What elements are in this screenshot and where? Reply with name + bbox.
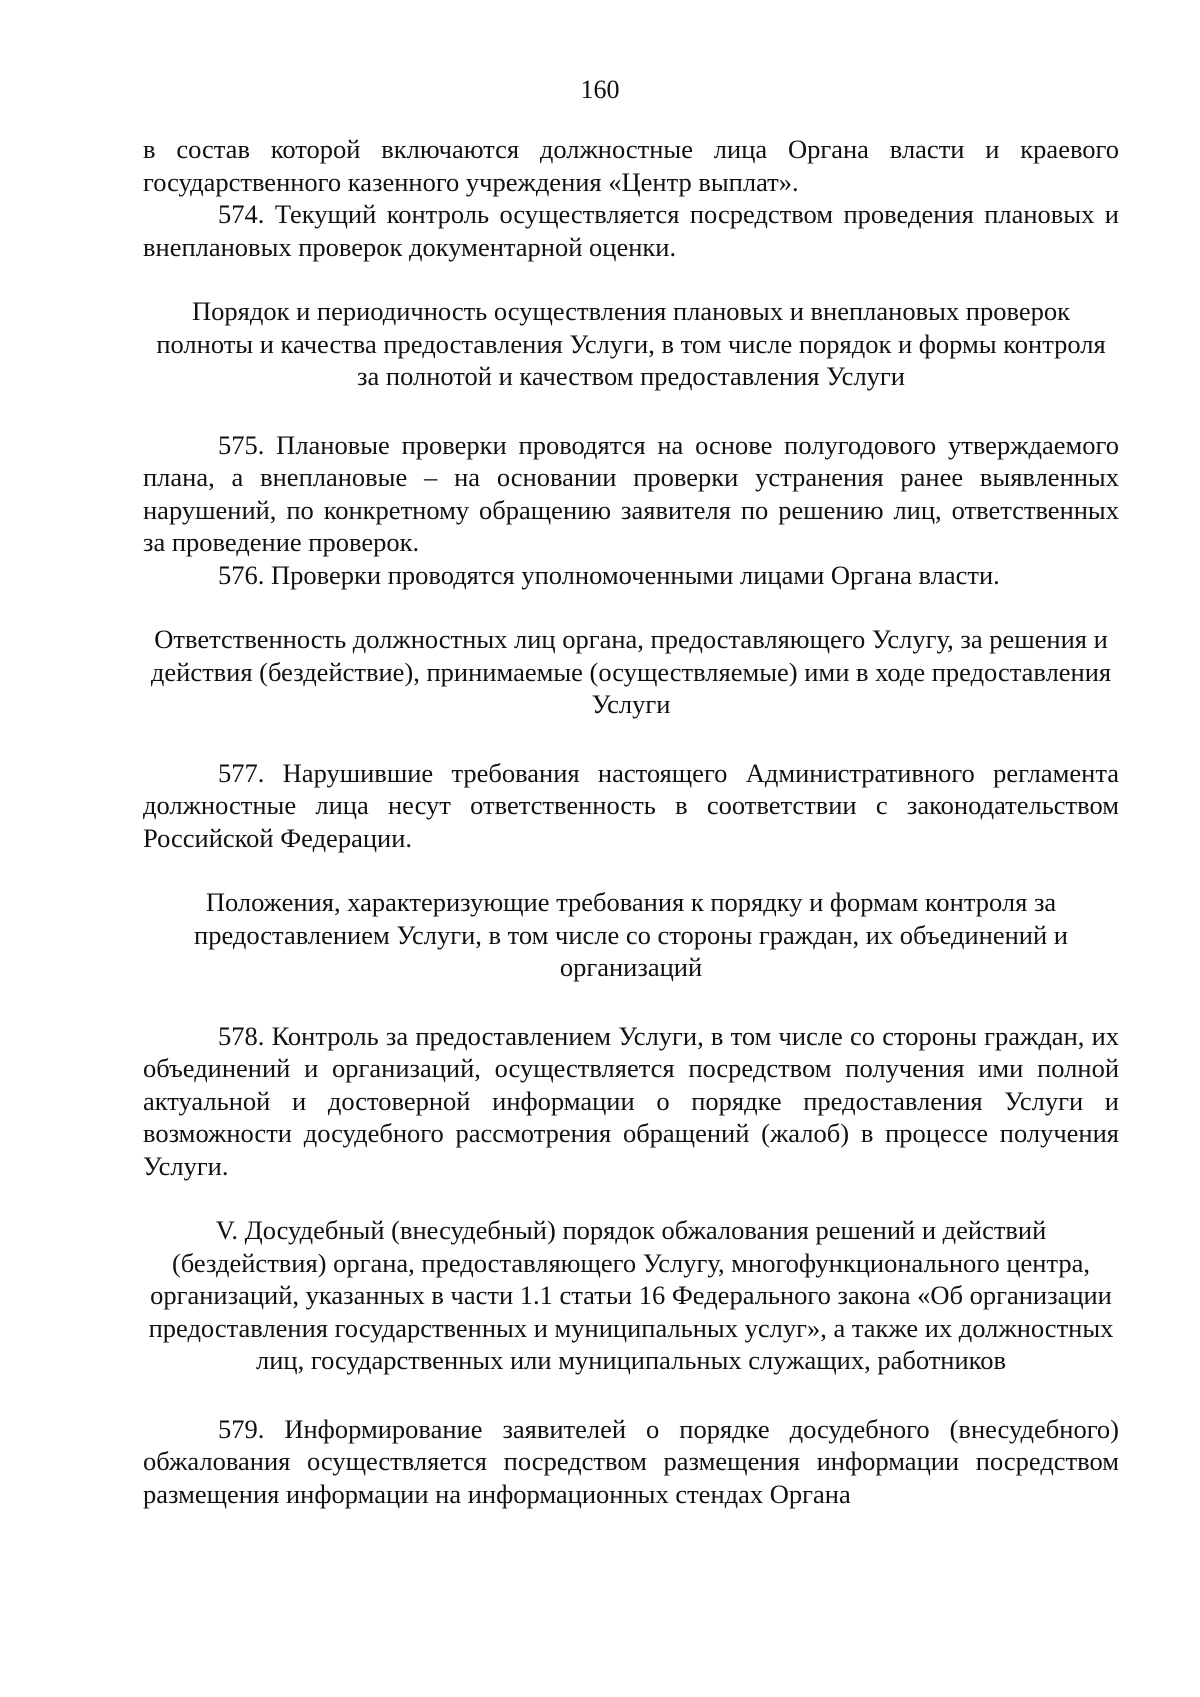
paragraph-578: 578. Контроль за предоставлением Услуги, в том числе со стороны граждан, их объединений и организаций, осуществляется посредством получения ими полной актуальной и достоверной информации о порядке предоставления Услуги и возможности досудебного рассмотрения обращений (жалоб) в процессе получения Услуги. <box>143 1020 1119 1181</box>
section-heading-inspections: Порядок и периодичность осуществления плановых и внеплановых проверок полноты и качества предоставления Услуги, в том числе порядок и формы контроля за полнотой и качеством предоставления Услуги <box>156 296 1106 391</box>
paragraph-575: 575. Плановые проверки проводятся на основе полугодового утверждаемого плана, а внеплановые – на основании проверки устранения ранее выявленных нарушений, по конкретному обращению заявителя по решению лиц, ответственных за проведение проверок. <box>143 429 1119 557</box>
section-heading-responsibility: Ответственность должностных лиц органа, предоставляющего Услугу, за решения и действия (бездействие), принимаемые (осуществляемые) ими в ходе предоставления Услуги <box>150 624 1112 719</box>
section-heading-citizen-control: Положения, характеризующие требования к порядку и формам контроля за предоставлением Услуги, в том числе со стороны граждан, их объединений и организаций <box>194 887 1068 982</box>
page-number: 160 <box>580 75 620 104</box>
chapter-heading-appeal: V. Досудебный (внесудебный) порядок обжалования решений и действий (бездействия) органа, предоставляющего Услугу, многофункционального центра, организаций, указанных в части 1.1 статьи 16 Федерального закона «Об организации предоставления государственных и муниципальных услуг», а также их должностных лиц, государственных или муниципальных служащих, работников <box>148 1215 1114 1375</box>
continuation-paragraph: в состав которой включаются должностные лица Органа власти и краевого государственного казенного учреждения «Центр выплат». <box>143 134 1119 197</box>
paragraph-574: 574. Текущий контроль осуществляется посредством проведения плановых и внеплановых проверок документарной оценки. <box>143 199 1119 262</box>
document-body <box>143 133 1119 1510</box>
paragraph-579: 579. Информирование заявителей о порядке досудебного (внесудебного) обжалования осуществляется посредством размещения информации посредством размещения информации на информационных стендах Органа <box>143 1413 1119 1509</box>
paragraph-576: 576. Проверки проводятся уполномоченными лицами Органа власти. <box>218 559 1000 590</box>
paragraph-577: 577. Нарушившие требования настоящего Административного регламента должностные лица несут ответственность в соответствии с законодательством Российской Федерации. <box>143 757 1119 853</box>
